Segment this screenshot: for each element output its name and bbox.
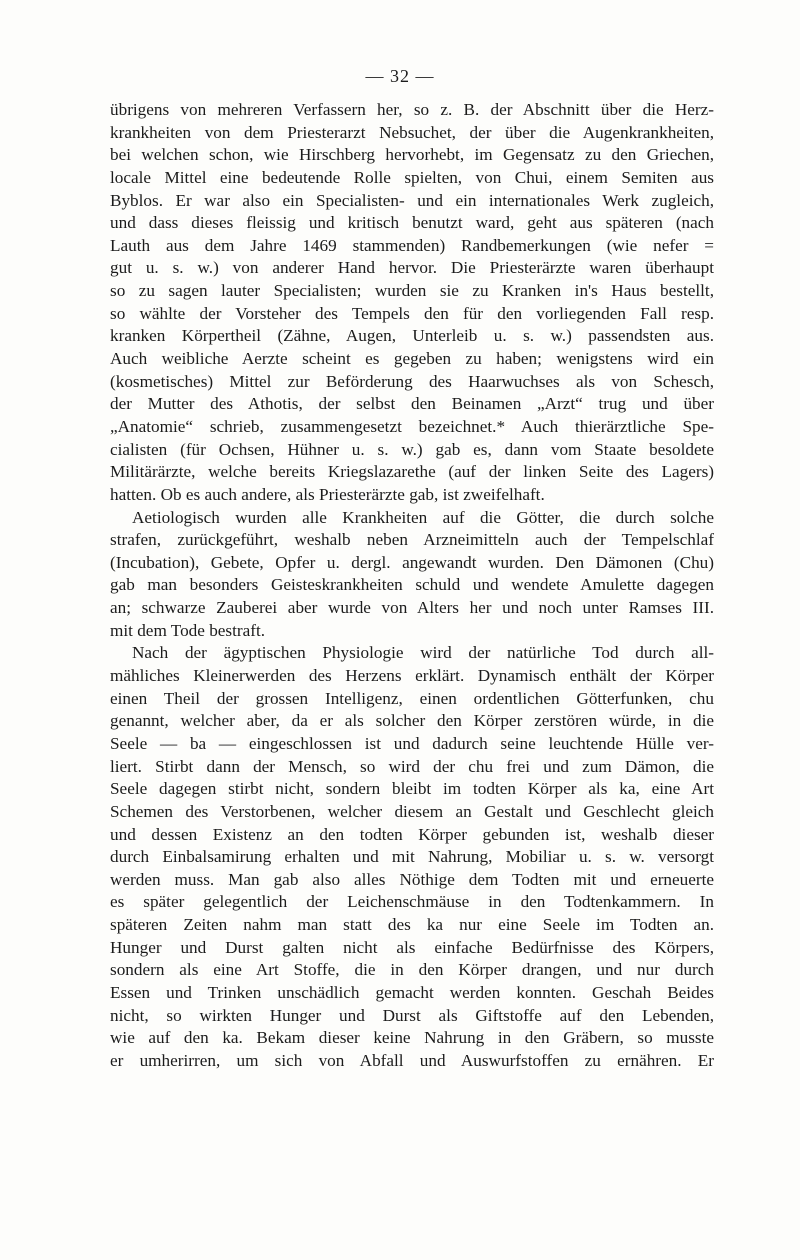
text-line: sondern als eine Art Stoffe, die in den Körper drangen, und nur durch [110,960,714,980]
text-line: einen Theil der grossen Intelligenz, einen ordentlichen Götterfunken, chu [110,688,714,708]
text-line: (kosmetisches) Mittel zur Beförderung des Haarwuchses als von Schesch, [110,371,714,391]
text-line: und dass dieses fleissig und kritisch benutzt ward, geht aus späteren (nach [110,213,714,233]
text-line: locale Mittel eine bedeutende Rolle spielten, von Chui, einem Semiten aus [110,167,714,187]
text-line: liert. Stirbt dann der Mensch, so wird der chu frei und zum Dämon, die [110,756,714,776]
text-line: genannt, welcher aber, da er als solcher den Körper zerstören würde, in die [110,711,714,731]
text-line: Seele dagegen stirbt nicht, sondern bleibt im todten Körper als ka, eine Art [110,779,714,799]
text-line: Hunger und Durst galten nicht als einfache Bedürfnisse des Körpers, [110,937,714,957]
text-line: so zu sagen lauter Specialisten; wurden sie zu Kranken in's Haus bestellt, [110,281,714,301]
text-line: Schemen des Verstorbenen, welcher diesem an Gestalt und Geschlecht gleich [110,801,714,821]
text-line: bei welchen schon, wie Hirschberg hervorhebt, im Gegensatz zu den Griechen, [110,145,714,165]
text-line: „Anatomie“ schrieb, zusammengesetzt bezeichnet.* Auch thierärztliche Spe- [110,416,714,436]
body-text [110,99,714,1073]
text-line: gut u. s. w.) von anderer Hand hervor. Die Priesterärzte waren überhaupt [110,258,714,278]
text-line: hatten. Ob es auch andere, als Priesterärzte gab, ist zweifelhaft. [110,484,545,504]
text-line: Lauth aus dem Jahre 1469 stammenden) Randbemerkungen (wie nefer = [110,235,714,255]
text-line: er umherirren, um sich von Abfall und Auswurfstoffen zu ernähren. Er [110,1050,714,1070]
text-line: Byblos. Er war also ein Specialisten- und ein internationales Werk zugleich, [110,190,714,210]
text-line: cialisten (für Ochsen, Hühner u. s. w.) gab es, dann vom Staate besoldete [110,439,714,459]
text-line: es später gelegentlich der Leichenschmäuse in den Todtenkammern. In [110,892,714,912]
text-line: Seele — ba — eingeschlossen ist und dadurch seine leuchtende Hülle ver- [110,733,714,753]
text-line: so wählte der Vorsteher des Tempels den für den vorliegenden Fall resp. [110,303,714,323]
text-line: werden muss. Man gab also alles Nöthige dem Todten mit und erneuerte [110,869,714,889]
text-line: späteren Zeiten nahm man statt des ka nur eine Seele im Todten an. [110,915,714,935]
text-line: (Incubation), Gebete, Opfer u. dergl. angewandt wurden. Den Dämonen (Chu) [110,552,714,572]
text-line: krankheiten von dem Priesterarzt Nebsuchet, der über die Augenkrankheiten, [110,122,714,142]
text-line: wie auf den ka. Bekam dieser keine Nahrung in den Gräbern, so musste [110,1028,714,1048]
text-line: und dessen Existenz an den todten Körper gebunden ist, weshalb dieser [110,824,714,844]
text-line: Auch weibliche Aerzte scheint es gegeben zu haben; wenigstens wird ein [110,349,714,369]
text-line: gab man besonders Geisteskrankheiten schuld und wendete Amulette dagegen [110,575,714,595]
text-line: durch Einbalsamirung erhalten und mit Nahrung, Mobiliar u. s. w. versorgt [110,847,714,867]
text-line: übrigens von mehreren Verfassern her, so z. B. der Abschnitt über die Herz- [110,100,714,119]
text-line: an; schwarze Zauberei aber wurde von Alters her und noch unter Ramses III. [110,598,714,618]
text-line: der Mutter des Athotis, der selbst den Beinamen „Arzt“ trug und über [110,394,714,414]
text-line: Essen und Trinken unschädlich gemacht werden konnten. Geschah Beides [110,982,714,1002]
text-line: Militärärzte, welche bereits Kriegslazarethe (auf der linken Seite des Lagers) [110,462,714,482]
text-line: strafen, zurückgeführt, weshalb neben Arzneimitteln auch der Tempelschlaf [110,530,714,550]
text-line: mit dem Tode bestraft. [110,620,266,640]
text-line: kranken Körpertheil (Zähne, Augen, Unterleib u. s. w.) passendsten aus. [110,326,714,346]
text-line: Nach der ägyptischen Physiologie wird der natürliche Tod durch all- [132,643,714,663]
text-line: mähliches Kleinerwerden des Herzens erklärt. Dynamisch enthält der Körper [110,666,714,686]
text-line: Aetiologisch wurden alle Krankheiten auf die Götter, die durch solche [132,507,714,527]
text-line: nicht, so wirkten Hunger und Durst als Giftstoffe auf den Lebenden, [110,1005,714,1025]
page-number: — 32 — [365,66,435,86]
